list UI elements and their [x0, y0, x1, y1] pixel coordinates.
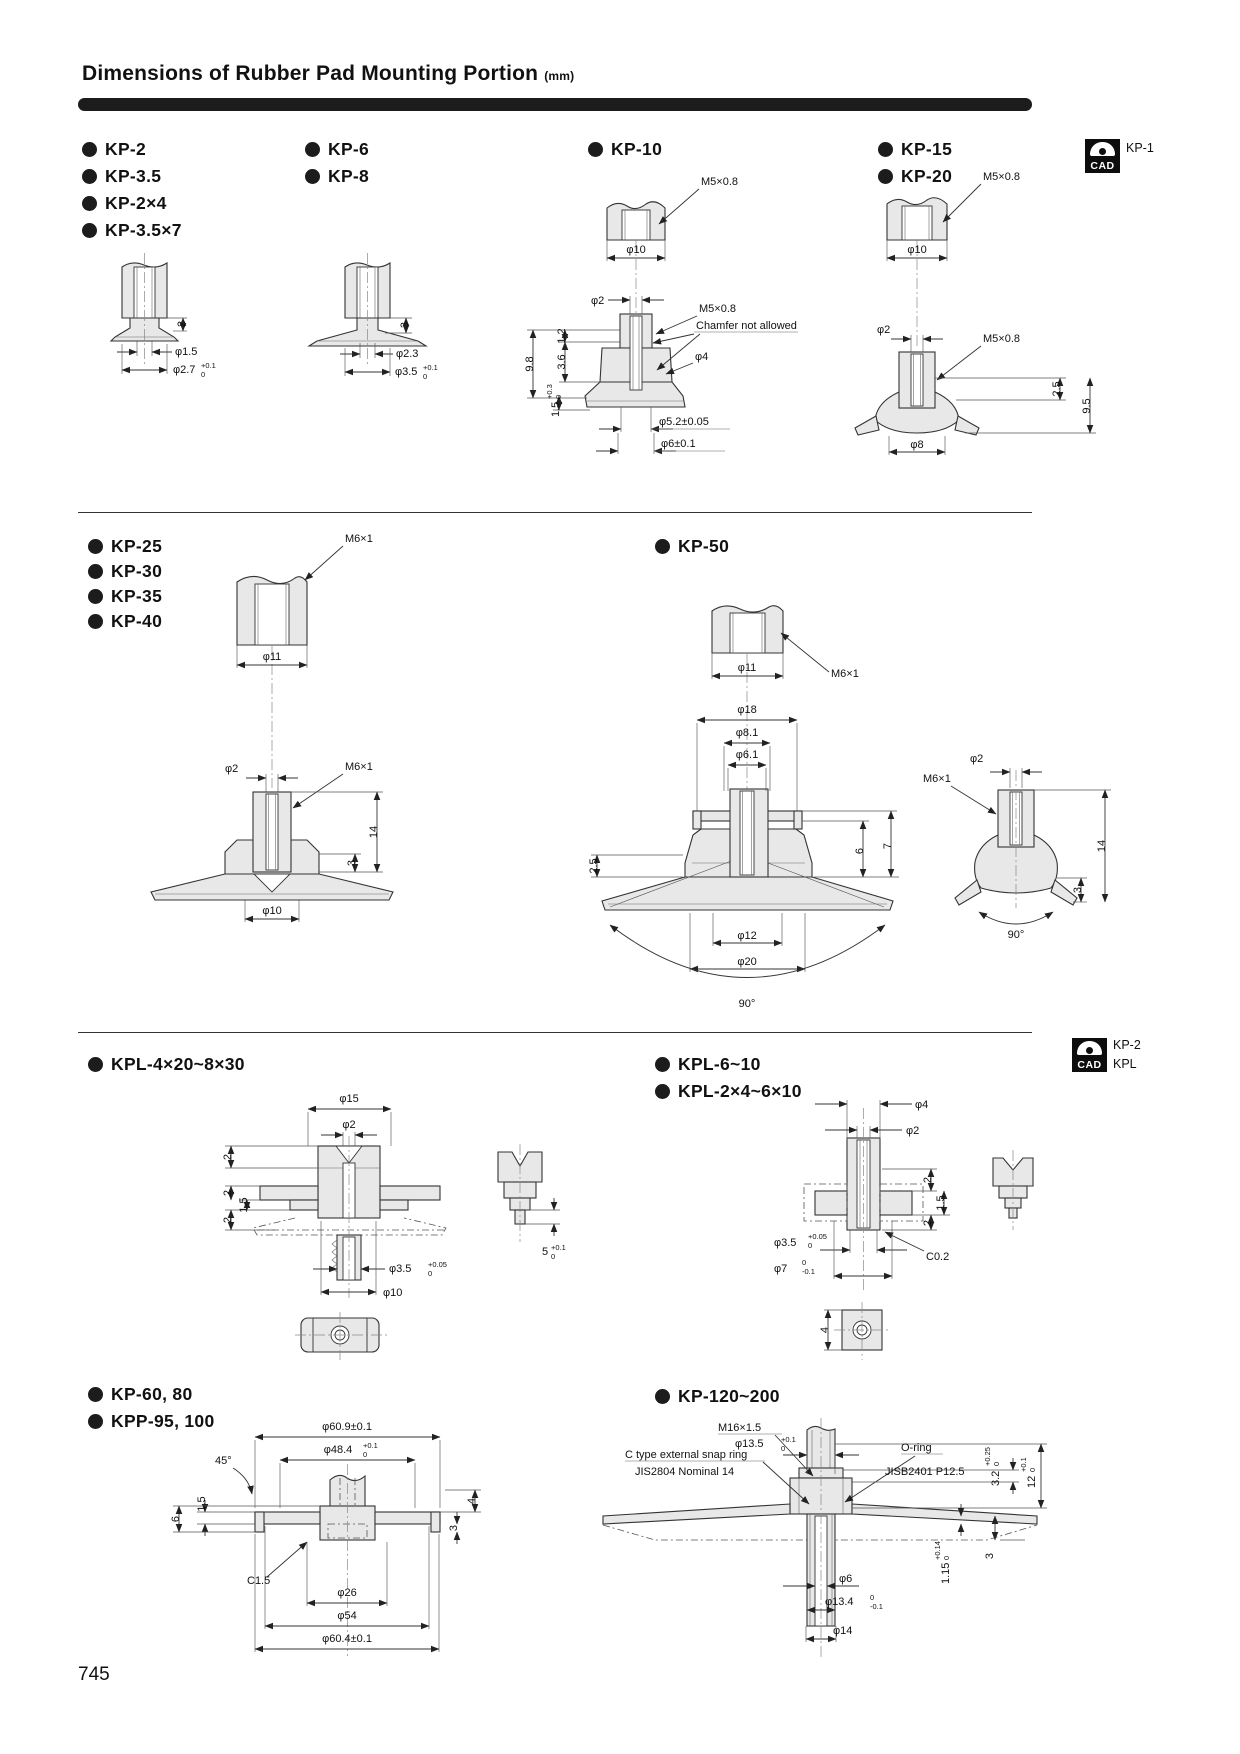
- dim-label: φ54: [337, 1610, 357, 1622]
- drawing-kp120: [585, 1418, 1087, 1663]
- dim-label: 2: [222, 1153, 234, 1161]
- dim-label: φ11: [262, 651, 282, 663]
- drawing-kp2-pad: [85, 248, 260, 388]
- model-label: KP-25: [88, 536, 162, 561]
- dim-label: 2.5: [588, 858, 600, 874]
- thread-label: M6×1: [345, 761, 373, 773]
- dim-label: φ13.5: [735, 1438, 764, 1450]
- cad-ref-kpl: KPL: [1113, 1057, 1137, 1071]
- dim-label: φ13.4: [825, 1596, 854, 1608]
- dim-label: φ2: [906, 1125, 920, 1137]
- drawing-kpl-large-side: [470, 1142, 588, 1272]
- cad-file-icon: [1072, 1038, 1107, 1072]
- part-shape: [855, 198, 979, 435]
- model-label: KP-60, 80: [88, 1384, 215, 1411]
- cad-disc-icon: [1077, 1041, 1102, 1055]
- dim-label: 2: [222, 1189, 234, 1197]
- dim-label: φ4: [915, 1099, 929, 1111]
- drawing-kp50-fitting: [915, 640, 1130, 945]
- dim-label: φ15: [339, 1093, 359, 1105]
- tolerance-label: +0.1: [201, 361, 216, 370]
- dim-label: 2: [922, 1176, 934, 1184]
- dim-label-group: [545, 384, 563, 417]
- dim-label: φ7: [774, 1263, 788, 1275]
- part-shape: [834, 1302, 890, 1360]
- dim-label: 4: [466, 1497, 478, 1505]
- dimension-lines: [173, 1437, 481, 1652]
- part-shape: [253, 1136, 446, 1298]
- dim-label: φ60.4±0.1: [322, 1633, 372, 1645]
- dim-label: φ6.1: [735, 749, 759, 761]
- tolerance-label: -0.1: [802, 1267, 815, 1276]
- note-label: Chamfer not allowed: [696, 320, 797, 332]
- dim-label: 3: [399, 321, 411, 329]
- model-label: KP-2: [82, 139, 182, 166]
- dim-label: φ8.1: [735, 727, 759, 739]
- tolerance-label: +0.05: [808, 1232, 827, 1241]
- tolerance-label: 0: [942, 1555, 951, 1560]
- model-label: KP-3.5: [82, 166, 182, 193]
- drawing-kp25: [125, 520, 455, 935]
- model-list-kp6-group: [305, 139, 369, 193]
- part-shape: [993, 1150, 1033, 1230]
- model-label: KP-2×4: [82, 193, 182, 220]
- tolerance-label: 0: [201, 370, 206, 379]
- model-label: KP-6: [305, 139, 369, 166]
- tolerance-label: +0.05: [428, 1260, 447, 1269]
- model-label: KP-120~200: [655, 1386, 780, 1413]
- part-shape: [255, 1464, 440, 1656]
- model-label: KPL-4×20~8×30: [88, 1054, 245, 1081]
- page-title-text: Dimensions of Rubber Pad Mounting Portion: [82, 62, 539, 85]
- drawing-kpl-large: [195, 1088, 467, 1303]
- tolerance-label: +0.14: [933, 1541, 942, 1560]
- part-shape: [955, 770, 1077, 908]
- dim-label-group: [1019, 1457, 1038, 1488]
- section-divider: [78, 512, 1032, 513]
- dim-label: φ3.5: [389, 1263, 412, 1275]
- tolerance-label: +0.1: [551, 1243, 566, 1252]
- drawing-kp15: [855, 130, 1155, 480]
- tolerance-label: +0.25: [983, 1447, 992, 1466]
- dim-label: φ3.5: [774, 1237, 797, 1249]
- tolerance-label: +0.1: [363, 1441, 378, 1450]
- cad-ref-kp1: KP-1: [1126, 141, 1154, 155]
- dim-label: 3.6: [556, 354, 568, 370]
- dim-label: φ2: [877, 324, 891, 336]
- model-label: KP-15: [878, 139, 952, 166]
- unit-label: (mm): [544, 69, 575, 83]
- dim-label: 2: [222, 1216, 234, 1224]
- model-label: KP-20: [878, 166, 952, 193]
- dim-label: 3.2: [990, 1470, 1002, 1486]
- cad-icon-label: CAD: [1077, 1059, 1102, 1071]
- model-label: KP-10: [588, 139, 662, 166]
- dim-label: 2.5: [1051, 381, 1063, 397]
- dim-label: φ48.4: [323, 1444, 353, 1456]
- model-label: KP-3.5×7: [82, 220, 182, 247]
- cad-ref-kp2: KP-2: [1113, 1038, 1141, 1052]
- dim-label: 6: [170, 1515, 182, 1523]
- tolerance-label: +0.3: [545, 384, 554, 399]
- model-list-kpl-large: [88, 1054, 245, 1081]
- model-label: KP-8: [305, 166, 369, 193]
- angle-label: 45°: [215, 1455, 232, 1467]
- dim-label: φ10: [262, 905, 282, 917]
- dim-label-group: [933, 1541, 952, 1584]
- model-label: KPP-95, 100: [88, 1411, 215, 1438]
- dim-label: 1.5: [935, 1195, 947, 1211]
- angle-label: 90°: [738, 998, 756, 1010]
- drawing-kpl-small-nut-view: [812, 1302, 894, 1360]
- dim-label: 9.8: [524, 356, 536, 372]
- dim-label: φ2.7: [173, 364, 196, 376]
- model-label: KPL-2×4~6×10: [655, 1081, 802, 1108]
- drawing-kp10: [475, 130, 825, 480]
- tolerance-label: -0.1: [870, 1602, 883, 1611]
- tolerance-label: 0: [802, 1258, 807, 1267]
- thread-label: M6×1: [831, 668, 859, 680]
- dim-label: 7: [882, 842, 894, 850]
- dim-label: 14: [1096, 839, 1108, 853]
- dim-label: φ11: [737, 662, 757, 674]
- dim-label: φ2: [970, 753, 984, 765]
- section-divider: [78, 1032, 1032, 1033]
- dim-label: 4: [819, 1326, 831, 1334]
- drawing-kpl-small: [700, 1088, 992, 1303]
- dim-label: 14: [368, 825, 380, 839]
- tolerance-label: +0.1: [423, 363, 438, 372]
- model-label: KP-30: [88, 561, 162, 586]
- thread-label: M6×1: [345, 533, 373, 545]
- dim-label: φ2: [342, 1119, 356, 1131]
- tolerance-label: 0: [992, 1461, 1001, 1466]
- dim-label: φ12: [737, 930, 757, 942]
- dim-label: 1.2: [556, 328, 568, 344]
- model-label: KP-50: [655, 536, 729, 563]
- drawing-kp6-pad: [295, 248, 480, 388]
- dim-label: φ10: [626, 244, 646, 256]
- dim-label: φ8: [910, 439, 924, 451]
- cad-icon-label: CAD: [1090, 160, 1115, 172]
- thread-label: M5×0.8: [983, 333, 1020, 345]
- dim-label: φ20: [737, 956, 757, 968]
- tolerance-label: 0: [554, 394, 563, 399]
- dim-label: φ3.5: [395, 366, 418, 378]
- dim-label: 2: [922, 1219, 934, 1227]
- tolerance-label: 0: [1028, 1467, 1037, 1472]
- dim-label: C1.5: [247, 1575, 271, 1587]
- title-rule-bar: [78, 98, 1032, 111]
- part-shape: [111, 253, 178, 366]
- dim-label: φ60.9±0.1: [322, 1421, 372, 1433]
- thread-label: M16×1.5: [718, 1422, 762, 1434]
- dim-label: φ6±0.1: [661, 438, 696, 450]
- dim-label: φ1.5: [175, 346, 198, 358]
- page-number: 745: [78, 1664, 110, 1685]
- tolerance-label: 0: [423, 372, 428, 381]
- dim-label: φ6: [839, 1573, 853, 1585]
- thread-label: M5×0.8: [699, 303, 736, 315]
- dim-label: 1.15: [940, 1562, 952, 1584]
- part-shape: [295, 1312, 387, 1360]
- note-label: JISB2401 P12.5: [885, 1466, 965, 1478]
- tolerance-label: 0: [551, 1252, 556, 1261]
- dim-label: φ4: [695, 351, 709, 363]
- dim-label: φ2: [591, 295, 605, 307]
- dim-label: 1.5: [550, 401, 562, 417]
- tolerance-label: 0: [428, 1269, 433, 1278]
- dim-label: φ2.3: [396, 348, 419, 360]
- model-list-kp120-group: [655, 1386, 780, 1413]
- dim-label: φ2: [225, 763, 239, 775]
- dim-label: φ10: [383, 1287, 403, 1299]
- dim-label: 3: [346, 859, 358, 867]
- tolerance-label: 0: [870, 1593, 875, 1602]
- dim-label: 1.5: [238, 1197, 250, 1213]
- dim-label: 12: [1026, 1475, 1038, 1488]
- model-list-kp2-group: [82, 139, 182, 247]
- dim-label: 2: [176, 320, 188, 328]
- tolerance-label: +0.1: [1019, 1457, 1028, 1472]
- dim-label: φ14: [833, 1625, 853, 1637]
- model-label: KP-40: [88, 611, 162, 636]
- drawing-kp50: [525, 555, 935, 1025]
- thread-label: M6×1: [923, 773, 951, 785]
- dim-label: 5: [542, 1246, 549, 1258]
- dim-label: 3: [1072, 886, 1084, 894]
- thread-label: M5×0.8: [701, 176, 738, 188]
- dim-label: φ5.2±0.05: [659, 416, 709, 428]
- thread-label: M5×0.8: [983, 171, 1020, 183]
- model-label: KPL-6~10: [655, 1054, 802, 1081]
- dim-label: 3: [448, 1524, 460, 1532]
- drawing-kp60: [135, 1418, 507, 1660]
- angle-label: 90°: [1007, 929, 1025, 941]
- tolerance-label: 0: [781, 1444, 786, 1453]
- part-shape: [151, 576, 393, 900]
- drawing-kpl-nut-view: [295, 1312, 387, 1360]
- dim-label: φ10: [907, 244, 927, 256]
- note-label: O-ring: [901, 1442, 932, 1454]
- tolerance-label: 0: [808, 1241, 813, 1250]
- dim-label: φ18: [737, 704, 757, 716]
- model-label: KP-35: [88, 586, 162, 611]
- dim-label: 3: [984, 1552, 996, 1560]
- note-label: JIS2804 Nominal 14: [635, 1466, 735, 1478]
- page-title: [82, 62, 574, 86]
- dim-label: 9.5: [1081, 398, 1093, 414]
- dim-label-group: [983, 1447, 1002, 1486]
- tolerance-label: +0.1: [781, 1435, 796, 1444]
- dim-label: 1.5: [196, 1496, 208, 1512]
- dim-label: C0.2: [926, 1251, 950, 1263]
- part-shape: [498, 1144, 542, 1242]
- tolerance-label: 0: [363, 1450, 368, 1459]
- dim-label: φ26: [337, 1587, 357, 1599]
- note-label: C type external snap ring: [625, 1449, 748, 1461]
- dim-label: 6: [854, 847, 866, 855]
- drawing-kpl-small-side: [975, 1148, 1053, 1236]
